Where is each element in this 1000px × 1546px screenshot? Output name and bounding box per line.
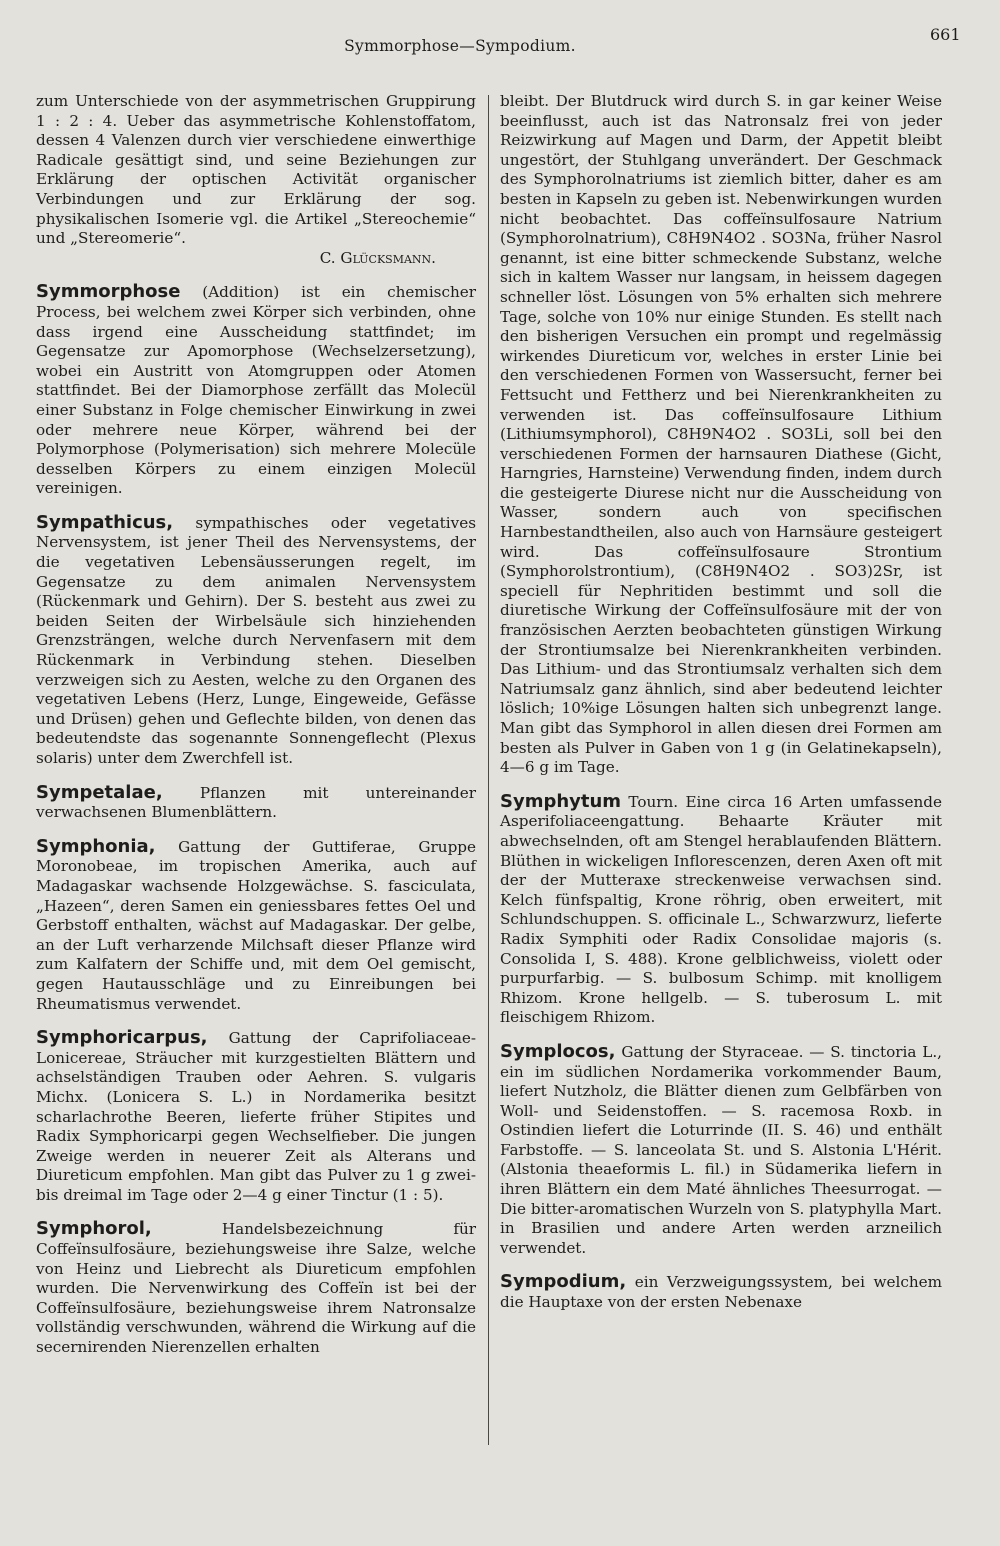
entry-text: Gattung der Caprifoliaceae-Lonicereae, Sträucher mit kurzgestielten Blättern und achselständigen Trauben oder Aehren. S. vulgaris Michx. (Lonicera S. L.) in Nordamerika besitzt scharlachrothe Beeren, lieferte früher Stipites und Radix Symphoricarpi gegen Wechselfieber. Die jungen Zweige werden in neuerer Zeit als Alterans und Diureticum empfohlen. Man gibt das Pulver zu 1 g zwei- bis dreimal im Tage oder 2—4 g einer Tinctur (1 : 5). (36, 1029, 476, 1204)
entry-sympodium (500, 1272, 942, 1312)
headword: Sympetalae, (36, 781, 163, 803)
entry-text: Gattung der Styraceae. — S. tinctoria L., ein im südlichen Nordamerika vorkommender Baum, liefert Nutzholz, die Blätter dienen zum Gelbfärben von Woll- und Seidenstoffen. — S. racemosa Roxb. in Ostindien liefert die Loturrinde (II. S. 46) und enthält Farbstoffe. — S. lanceolata St. und S. Alstonia L'Hérit. (Alstonia theaeformis L. fil.) in Südamerika liefern in ihren Blättern ein dem Maté ähnliches Theesurrogat. — Die bitter-aromatischen Wurzeln von S. platyphylla Mart. in Brasilien und andere Arten werden arzneilich verwendet. (500, 1042, 943, 1257)
author-signature: C. Glücksmann. (319, 248, 436, 267)
symphorol-continuation: bleibt. Der Blutdruck wird durch S. in gar keiner Weise beeinflusst, auch ist das Natronsalz frei von jeder Reizwirkung auf Magen und Darm, der Appetit bleibt ungestört, der Stuhlgang unverändert. Der Geschmack des Symphorolnatriums ist ziemlich bitter, daher es am besten in Kapseln zu geben ist. Nebenwirkungen wurden nicht beobachtet. Das coffeïnsulfosaure Natrium (Symphorolnatrium), C8H9N4O2 . SO3Na, früher Nasrol genannt, ist eine bitter schmeckende Substanz, welche sich in kaltem Wasser nur langsam, in heissem dagegen schneller löst. Lösungen von 5% erhalten sich mehrere Tage, solche von 10% nur einige Stunden. Es stellt nach den bisherigen Versuchen ein prompt und regelmässig wirkendes Diureticum vor, welches in erster Linie bei den verschiedenen Formen von Wassersucht, ferner bei Fettsucht und Fettherz und bei Nierenkrankheiten zu verwenden ist. Das coffeïnsulfosaure Lithium (Lithiumsymphorol), C8H9N4O2 . SO3Li, soll bei den verschiedenen Formen der harnsauren Diathese (Gicht, Harngries, Harnsteine) Verwendung finden, indem durch die gesteigerte Diurese nicht nur die Ausscheidung von Wasser, sondern auch von specifischen Harnbestandtheilen, also auch von Harnsäure gesteigert wird. Das coffeïnsulfosaure Strontium (Symphorolstrontium), (C8H9N4O2 . SO3)2Sr, ist speciell für Nephritiden bestimmt und soll die diuretische Wirkung der Coffeïnsulfosäure mit der von französischen Aerzten beobachteten günstigen Wirkung der Strontiumsalze bei Nierenkrankheiten verbinden. Das Lithium- und das Strontiumsalz verhalten sich dem Natriumsalz ganz ähnlich, sind aber bedeutend leichter löslich; 10%ige Lösungen halten sich unbegrenzt lange. Man gibt das Symphorol in allen diesen drei Formen am besten als Pulver in Gaben von 1 g (in Gelatinekapseln), 4—6 g im Tage. (500, 92, 942, 777)
entry-symphonia (36, 837, 476, 1014)
entry-sympathicus (36, 513, 476, 769)
entry-symmorphose (36, 282, 476, 499)
headword: Symplocos, (500, 1040, 616, 1062)
page-number: 661 (930, 25, 961, 44)
headword: Symphorol, (36, 1218, 152, 1240)
entry-text: Pflanzen mit untereinander verwachsenen Blumenblättern. (36, 783, 476, 822)
running-header: Symmorphose—Sympodium. (344, 37, 576, 55)
entry-sympetalae (36, 783, 476, 823)
column-divider (488, 95, 489, 1445)
intro-paragraph: zum Unterschiede von der asymmetrischen Gruppirung 1 : 2 : 4. Ueber das asymmetrische Kohlenstoffatom, dessen 4 Valenzen durch vier verschiedene einwerthige Radicale gesättigt sind, und seine Beziehungen zur Erklärung der optischen Activität organischer Verbindungen und zur Erklärung der sog. physikalischen Isomerie vgl. die Artikel „Stereochemie“ und „Stereomerie“. (36, 92, 476, 248)
entry-text: ein Verzweigungssystem, bei welchem die Hauptaxe von der ersten Nebenaxe (500, 1273, 943, 1312)
headword: Symphytum (500, 790, 622, 812)
headword: Symphonia, (36, 835, 156, 857)
right-column (500, 92, 942, 1313)
entry-text: Handelsbezeichnung für Coffeïnsulfosäure, beziehungsweise ihre Salze, welche von Heinz und Liebrecht als Diureticum empfohlen wurden. Die Nervenwirkung des Coffeïn ist bei der Coffeïnsulfosäure, beziehungsweise ihrem Natronsalze vollständig verschwunden, während die Wirkung auf die secernirenden Nierenzellen erhalten (36, 1220, 477, 1357)
entry-symphytum (500, 792, 942, 1028)
entry-symplocos (500, 1042, 942, 1259)
entry-text: (Addition) ist ein chemischer Process, bei welchem zwei Körper sich verbinden, ohne dass irgend eine Ausscheidung stattfindet; im Gegensatze zur Apomorphose (Wechselzersetzung), wobei ein Austritt von Atomgruppen oder Atomen stattfindet. Bei der Diamorphose zerfällt das Molecül einer Substanz in Folge chemischer Einwirkung in zwei oder mehrere neue Körper, während bei der Polymorphose (Polymerisation) sich mehrere Molecüle desselben Körpers zu einem einzigen Molecül vereinigen. (36, 283, 477, 498)
entry-text: Tourn. Eine circa 16 Arten umfassende Asperifoliaceengattung. Behaarte Kräuter mit abwechselnden, oft am Stengel herablaufenden Blättern. Blüthen in wickeligen Inflorescenzen, deren Axen oft mit der der Mutteraxe streckenweise verwachsen sind. Kelch fünfspaltig, Krone röhrig, oben erweitert, mit Schlundschuppen. S. officinale L., Schwarzwurz, lieferte Radix Symphiti oder Radix Consolidae majoris (s. Consolida I, S. 488). Krone gelblichweiss, violett oder purpurfarbig. — S. bulbosum Schimp. mit knolligem Rhizom. Krone hellgelb. — S. tuberosum L. mit fleischigem Rhizom. (500, 792, 942, 1027)
headword: Sympodium, (500, 1271, 627, 1293)
entry-symphorol (36, 1219, 476, 1357)
left-column (36, 92, 476, 1358)
headword: Sympathicus, (36, 511, 174, 533)
headword: Symmorphose (36, 281, 181, 303)
entry-symphoricarpus (36, 1028, 476, 1205)
entry-text: Gattung der Guttiferae, Gruppe Moronobeae, im tropischen Amerika, auch auf Madagaskar wachsende Holzgewächse. S. fasciculata, „Hazeen“, deren Samen ein geniessbares fettes Oel und Gerbstoff enthalten, wächst auf Madagaskar. Der gelbe, an der Luft verharzende Milchsaft dieser Pflanze wird zum Kalfatern der Schiffe und, mit dem Oel gemischt, gegen Hautausschläge und zu Einreibungen bei Rheumatismus verwendet. (36, 837, 476, 1013)
entry-text: sympathisches oder vegetatives Nervensystem, ist jener Theil des Nervensystems, der die vegetativen Lebensäusserungen regelt, im Gegensatze zu dem animalen Nervensystem (Rückenmark und Gehirn). Der S. besteht aus zwei zu beiden Seiten der Wirbelsäule sich hinziehenden Grenzsträngen, welche durch Nervenfasern mit dem Rückenmark in Verbindung stehen. Dieselben verzweigen sich zu Aesten, welche zu den Organen des vegetativen Lebens (Herz, Lunge, Eingeweide, Gefässe und Drüsen) gehen und Geflechte bilden, von denen das bedeutendste das sogenannte Sonnengeflecht (Plexus solaris) unter dem Zwerchfell ist. (36, 513, 477, 767)
headword: Symphoricarpus, (36, 1027, 208, 1049)
